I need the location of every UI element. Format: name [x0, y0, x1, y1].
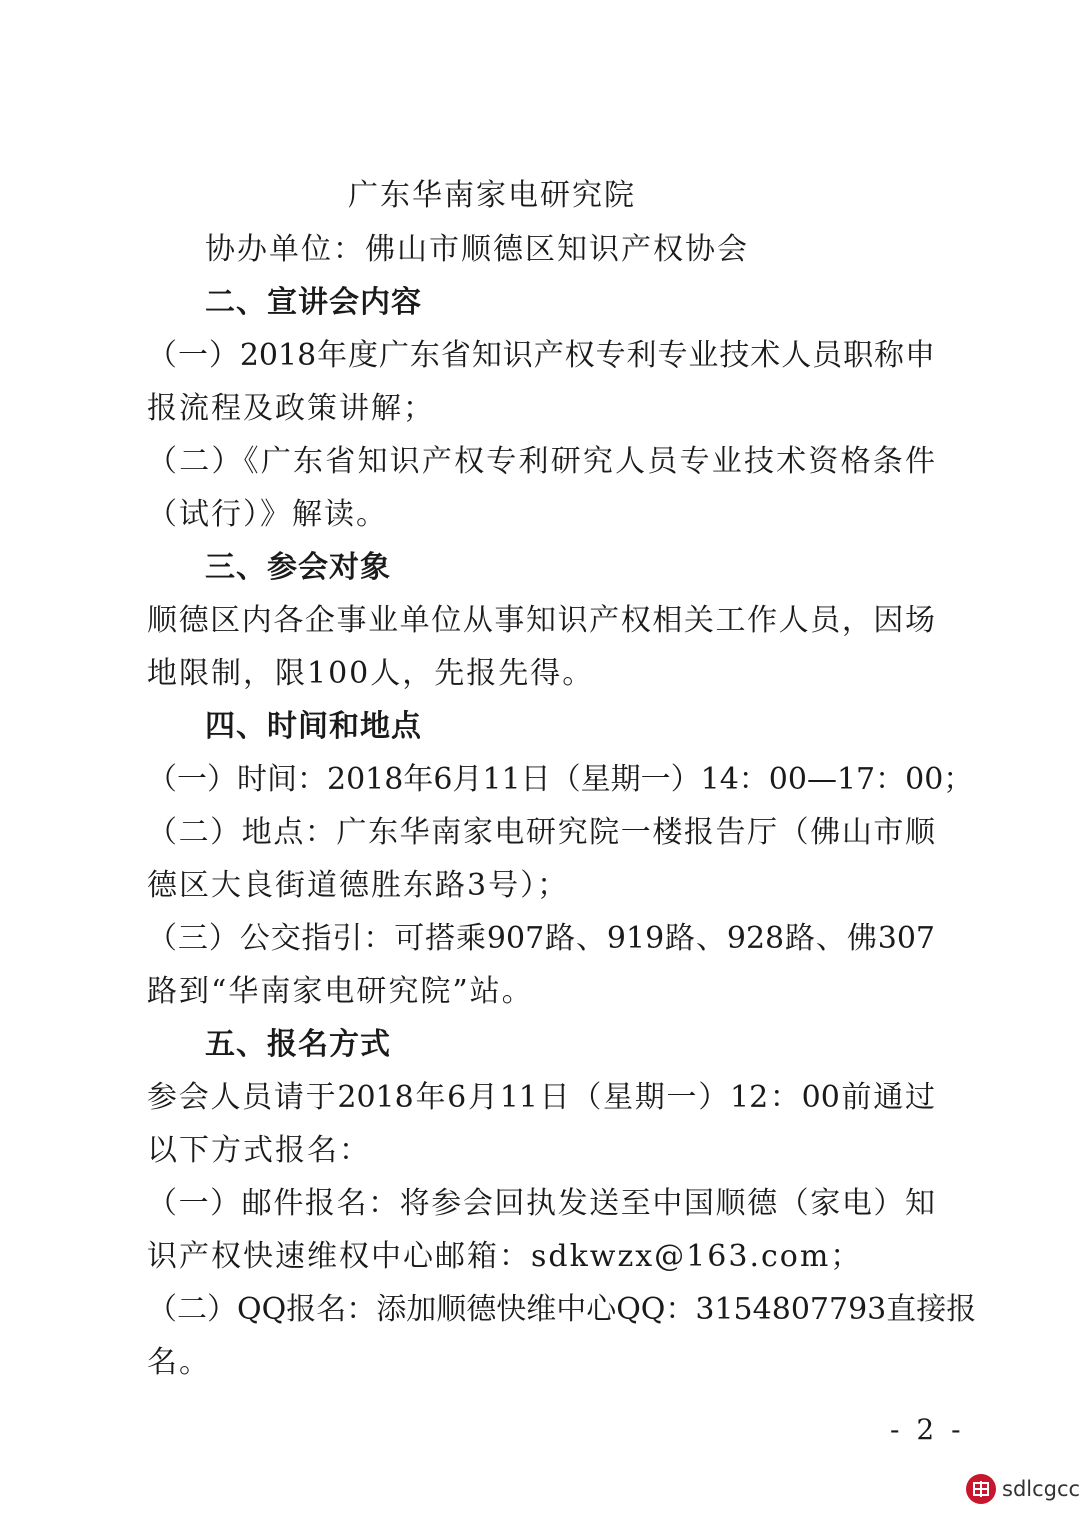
content-item-2-line-2: （试行）》解读。 — [147, 497, 388, 532]
content-item-1-line-1: （一）2018年度广东省知识产权专利专业技术人员职称申 — [147, 338, 935, 373]
section-heading-audience: 三、参会对象 — [205, 550, 391, 585]
page-number: - 2 - — [890, 1413, 965, 1446]
audience-line-2: 地限制，限100人，先报先得。 — [147, 656, 595, 691]
bus-line-2: 路到“华南家电研究院”站。 — [147, 974, 534, 1009]
watermark-logo-icon — [966, 1474, 996, 1504]
audience-line-1: 顺德区内各企事业单位从事知识产权相关工作人员，因场 — [147, 603, 935, 638]
watermark — [966, 1474, 1080, 1504]
section-heading-time-place: 四、时间和地点 — [205, 709, 422, 744]
section-heading-registration: 五、报名方式 — [205, 1027, 391, 1062]
registration-intro-line-2: 以下方式报名： — [147, 1133, 371, 1168]
place-line-1: （二）地点：广东华南家电研究院一楼报告厅（佛山市顺 — [147, 815, 935, 850]
watermark-text: sdlcgcc — [1002, 1477, 1080, 1501]
place-line-2: 德区大良街道德胜东路3号）； — [147, 868, 570, 903]
qq-registration-line-1: （二）QQ报名：添加顺德快维中心QQ：3154807793直接报 — [147, 1292, 977, 1327]
co-organizer: 协办单位：佛山市顺德区知识产权协会 — [205, 232, 749, 267]
registration-intro-line-1: 参会人员请于2018年6月11日（星期一）12：00前通过 — [147, 1080, 935, 1115]
content-item-1-line-2: 报流程及政策讲解； — [147, 391, 435, 426]
email-registration-line-1: （一）邮件报名：将参会回执发送至中国顺德（家电）知 — [147, 1186, 935, 1221]
organizer-name: 广东华南家电研究院 — [348, 178, 636, 213]
time-line: （一）时间：2018年6月11日（星期一）14：00—17：00； — [147, 762, 974, 797]
section-heading-content: 二、宣讲会内容 — [205, 285, 422, 320]
content-item-2-line-1: （二）《广东省知识产权专利研究人员专业技术资格条件 — [147, 444, 935, 479]
qq-registration-line-2: 名。 — [147, 1345, 211, 1380]
bus-line-1: （三）公交指引：可搭乘907路、919路、928路、佛307 — [147, 921, 935, 956]
email-registration-line-2: 识产权快速维权中心邮箱：sdkwzx@163.com； — [147, 1239, 863, 1274]
